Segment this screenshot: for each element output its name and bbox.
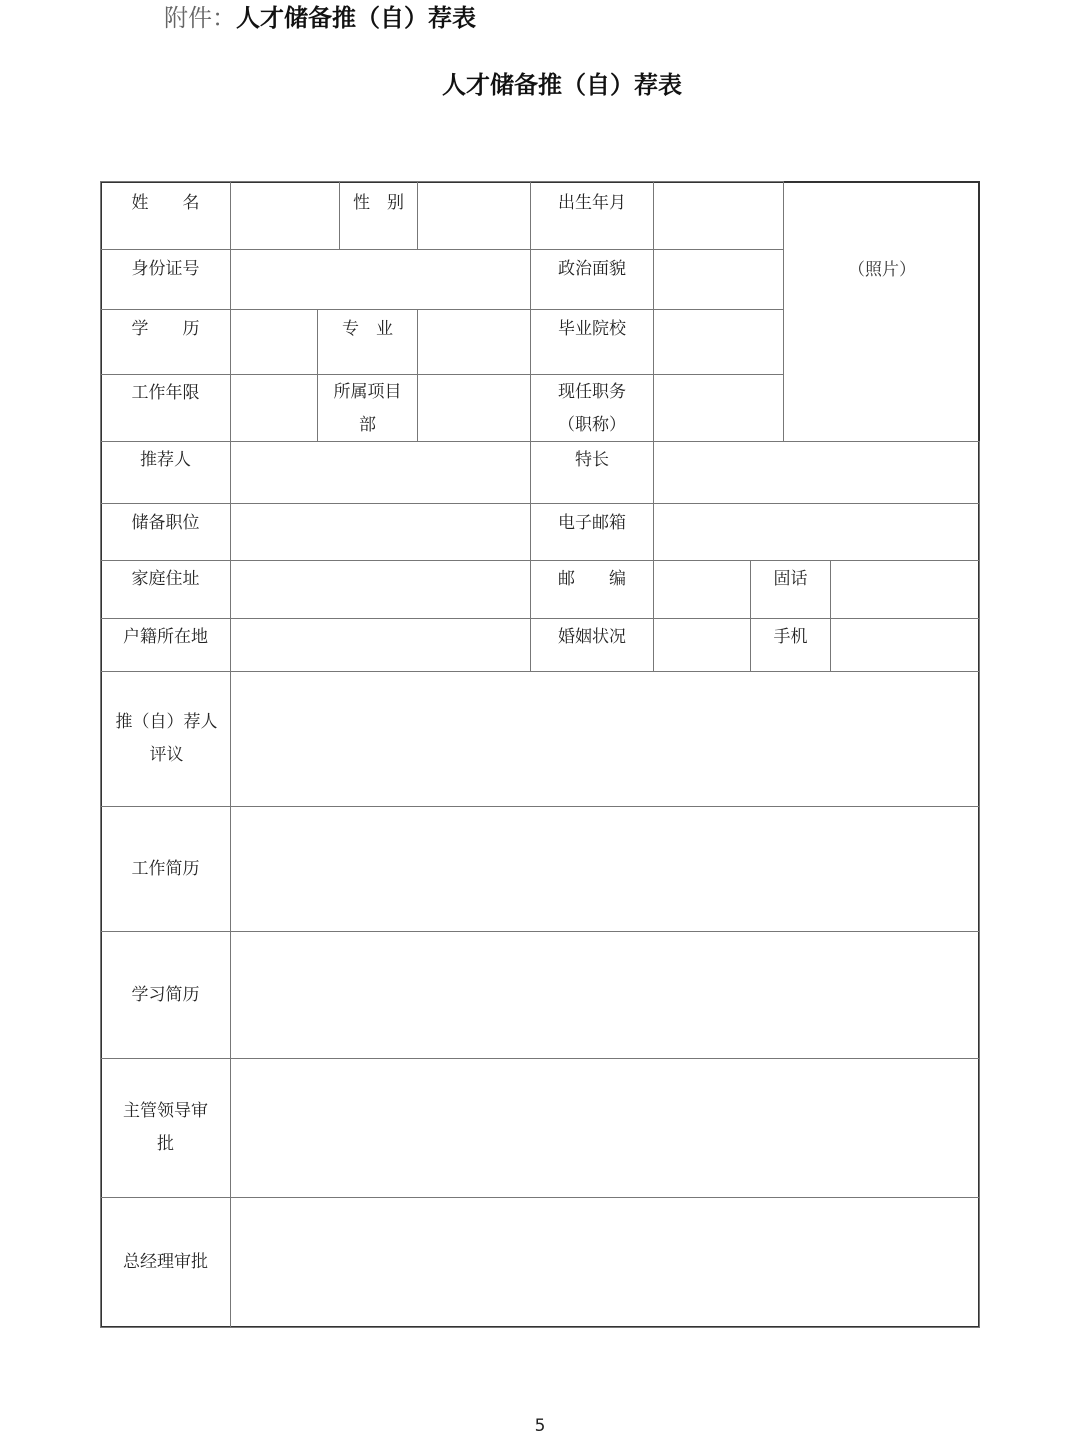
work-history-field[interactable] bbox=[230, 806, 980, 932]
photo-placeholder-text: （照片） bbox=[848, 260, 916, 280]
mobile-label: 手机 bbox=[773, 627, 808, 647]
id-number-label-cell bbox=[100, 249, 231, 310]
name-field[interactable] bbox=[230, 181, 340, 250]
project-dept-label: 所属项目 部 bbox=[333, 382, 402, 435]
landline-label: 固话 bbox=[773, 569, 808, 589]
education-label-cell bbox=[100, 309, 231, 375]
gm-approval-field[interactable] bbox=[230, 1197, 980, 1328]
education-history-field[interactable] bbox=[230, 931, 980, 1059]
education-history-label-cell bbox=[100, 931, 231, 1059]
page-title-text: 人才储备推（自）荐表 bbox=[442, 71, 682, 99]
postcode-label: 邮 编 bbox=[558, 569, 626, 589]
project-dept-label-cell bbox=[317, 374, 418, 442]
reserve-position-field[interactable] bbox=[230, 503, 531, 561]
page-number: 5 bbox=[534, 1416, 546, 1436]
marital-status-label-cell bbox=[530, 618, 654, 672]
major-label-cell bbox=[317, 309, 418, 375]
gender-field[interactable] bbox=[417, 181, 531, 250]
gm-approval-label: 总经理审批 bbox=[123, 1252, 208, 1272]
supervisor-approval-field[interactable] bbox=[230, 1058, 980, 1198]
specialty-label: 特长 bbox=[575, 450, 609, 470]
household-location-label-cell bbox=[100, 618, 231, 672]
reserve-position-label: 储备职位 bbox=[131, 513, 200, 533]
id-number-label: 身份证号 bbox=[131, 259, 200, 279]
id-number-field[interactable] bbox=[230, 249, 531, 310]
recommender-label-cell bbox=[100, 441, 231, 504]
mobile-field[interactable] bbox=[830, 618, 980, 672]
current-position-field[interactable] bbox=[653, 374, 784, 442]
major-label: 专 业 bbox=[342, 319, 393, 339]
birth-label: 出生年月 bbox=[558, 193, 626, 213]
household-location-field[interactable] bbox=[230, 618, 531, 672]
work-years-label: 工作年限 bbox=[131, 383, 200, 403]
supervisor-approval-label-cell bbox=[100, 1058, 231, 1198]
work-years-field[interactable] bbox=[230, 374, 318, 442]
reserve-position-label-cell bbox=[100, 503, 231, 561]
gender-label-cell bbox=[339, 181, 418, 250]
work-history-label-cell bbox=[100, 806, 231, 932]
comments-label: 推（自）荐人 评议 bbox=[115, 712, 218, 765]
current-position-label: 现任职务 （职称） bbox=[558, 382, 626, 435]
marital-status-label: 婚姻状况 bbox=[558, 627, 626, 647]
political-label-cell bbox=[530, 249, 654, 310]
email-label: 电子邮箱 bbox=[558, 513, 626, 533]
landline-label-cell bbox=[750, 560, 831, 619]
graduate-school-field[interactable] bbox=[653, 309, 784, 375]
home-address-label-cell bbox=[100, 560, 231, 619]
home-address-field[interactable] bbox=[230, 560, 531, 619]
email-field[interactable] bbox=[653, 503, 980, 561]
attachment-title: 人才储备推（自）荐表 bbox=[236, 4, 476, 32]
political-field[interactable] bbox=[653, 249, 784, 310]
project-dept-field[interactable] bbox=[417, 374, 531, 442]
birth-label-cell bbox=[530, 181, 654, 250]
specialty-field[interactable] bbox=[653, 441, 980, 504]
attachment-prefix: 附件： bbox=[164, 4, 236, 32]
current-position-label-cell bbox=[530, 374, 654, 442]
graduate-school-label: 毕业院校 bbox=[558, 319, 626, 339]
comments-field[interactable] bbox=[230, 671, 980, 807]
home-address-label: 家庭住址 bbox=[131, 569, 200, 589]
email-label-cell bbox=[530, 503, 654, 561]
gm-approval-label-cell bbox=[100, 1197, 231, 1328]
birth-field[interactable] bbox=[653, 181, 784, 250]
name-label-cell bbox=[100, 181, 231, 250]
education-field[interactable] bbox=[230, 309, 318, 375]
work-years-label-cell bbox=[100, 374, 231, 442]
attachment-heading bbox=[164, 2, 476, 34]
work-history-label: 工作简历 bbox=[131, 859, 200, 879]
political-label: 政治面貌 bbox=[558, 259, 626, 279]
postcode-label-cell bbox=[530, 560, 654, 619]
major-field[interactable] bbox=[417, 309, 531, 375]
marital-status-field[interactable] bbox=[653, 618, 751, 672]
education-history-label: 学习简历 bbox=[131, 985, 200, 1005]
recommender-label: 推荐人 bbox=[140, 450, 191, 470]
name-label: 姓 名 bbox=[131, 193, 200, 213]
graduate-school-label-cell bbox=[530, 309, 654, 375]
mobile-label-cell bbox=[750, 618, 831, 672]
comments-label-cell bbox=[100, 671, 231, 807]
landline-field[interactable] bbox=[830, 560, 980, 619]
specialty-label-cell bbox=[530, 441, 654, 504]
education-label: 学 历 bbox=[131, 319, 200, 339]
supervisor-approval-label: 主管领导审 批 bbox=[123, 1101, 208, 1154]
gender-label: 性 别 bbox=[353, 193, 404, 213]
page-title bbox=[0, 69, 1080, 101]
household-location-label: 户籍所在地 bbox=[123, 627, 208, 647]
recommender-field[interactable] bbox=[230, 441, 531, 504]
postcode-field[interactable] bbox=[653, 560, 751, 619]
photo-area[interactable] bbox=[783, 181, 980, 442]
